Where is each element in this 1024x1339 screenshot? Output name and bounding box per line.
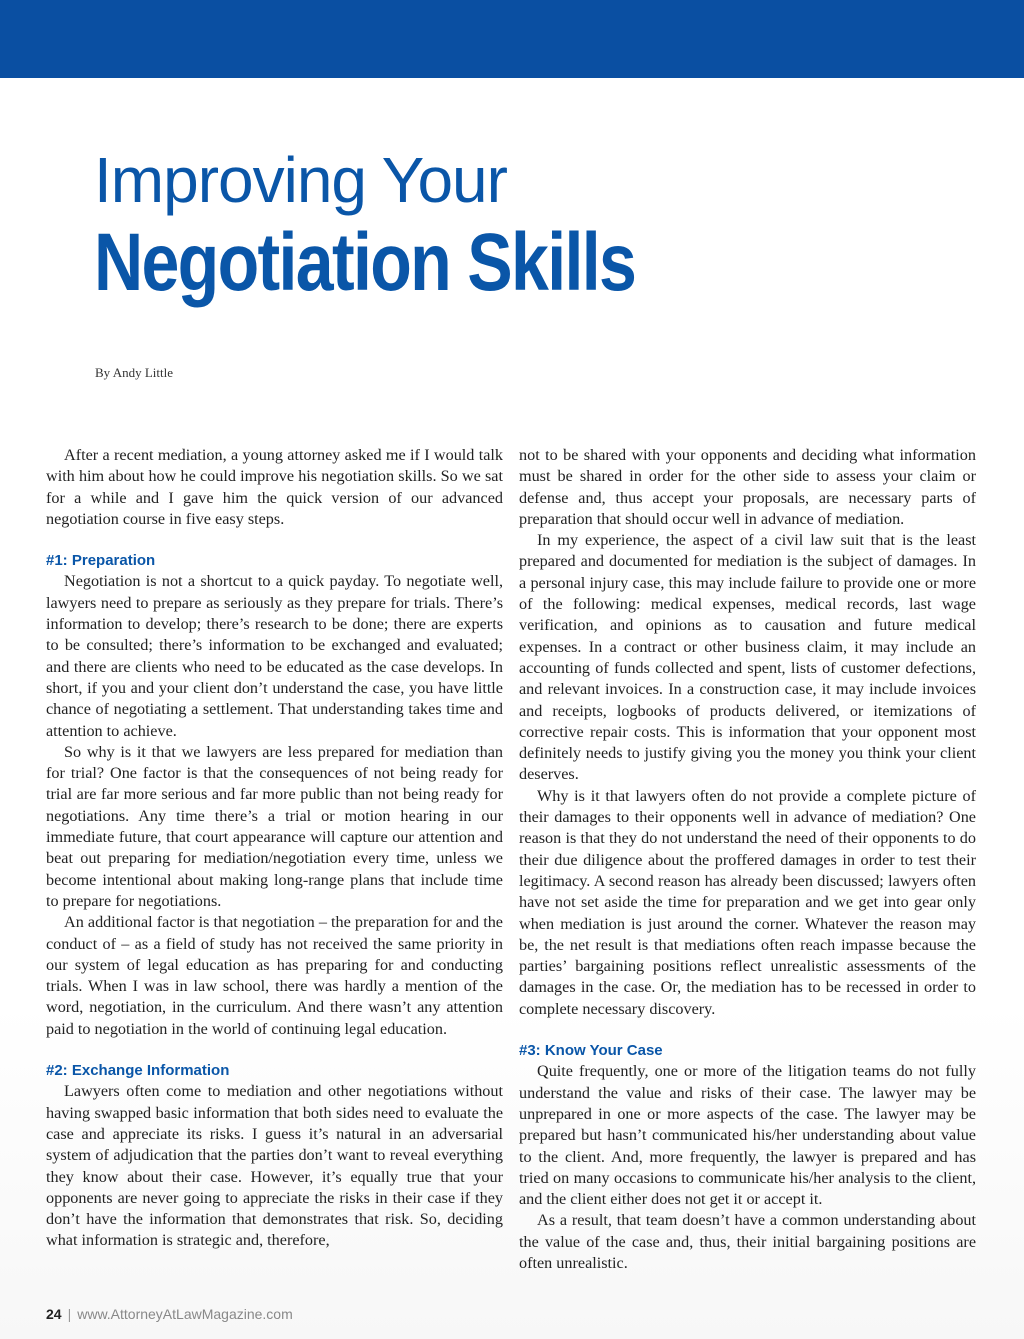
paragraph: As a result, that team doesn’t have a common understanding about the value of the case and, thus, their initial bargaining positions are often unrealistic. [519,1211,976,1272]
article-column-left [46,445,503,1252]
byline: By Andy Little [95,365,173,380]
paragraph-continued: not to be shared with your opponents and deciding what information must be shared in order for the other side to assess your claim or defense and, thus accept your proposals, are necessary parts of preparation that should occur well in advance of mediation. [519,446,976,528]
page-footer [46,1306,293,1322]
website-link[interactable]: www.AttorneyAtLawMagazine.com [77,1306,293,1322]
paragraph: In my experience, the aspect of a civil law suit that is the least prepared and documented for mediation is the subject of damages. In a personal injury case, this may include failure to provide one or more of the following: medical expenses, medical records, last wage verification, and opinions as to causation and future medical expenses. In a contract or other business claim, it may include an accounting of funds collected and spent, lists of customer defections, and relevant invoices. In a construction case, it may include invoices and receipts, logbooks of products delivered, or itemizations of corrective repair costs. This is information that your opponent most definitely needs to justify giving you the money you think your client deserves. [519,531,976,784]
paragraph: Why is it that lawyers often do not provide a complete picture of their damages to their opponents well in advance of mediation? One reason is that they do not understand the need of their opponents to do their due diligence about the proffered damages in order to test their legitimacy. A second reason has already been discussed; lawyers often have not set aside the time for preparation and we get into gear only when mediation is just around the corner. Whatever the reason may be, the net result is that mediations often reach impasse because the parties’ bargaining positions reflect unrealistic assessments of the damages in the case. Or, the mediation has to be recessed in order to complete necessary discovery. [519,786,976,1018]
page-number: 24 [46,1306,62,1322]
section-heading-preparation: #1: Preparation [46,552,156,570]
title-line-1: Improving Your [94,144,507,216]
paragraph: Lawyers often come to mediation and other negotiations without having swapped basic information that both sides need to evaluate the case and appreciate its risks. I guess it’s natural in an adversarial system of adjudication that the parties don’t want to reveal everything they know about their case. However, it’s equally true that your opponents are never going to appreciate the risks in their case if they don’t have the information that demonstrates that risk. So, deciding what information is strategic and, therefore, [46,1082,503,1250]
paragraph: Negotiation is not a shortcut to a quick payday. To negotiate well, lawyers need to prepare as seriously as they prepare for trials. There’s information to develop; there’s research to be done; there are experts to be consulted; there’s information to be exchanged and evaluated; and there are clients who need to be educated as the case develops. In short, if you and your client don’t understand the case, you have little chance of negotiating a settlement. That understanding takes time and attention to achieve. [46,572,503,740]
intro-paragraph: After a recent mediation, a young attorney asked me if I would talk with him about how he could improve his negotiation skills. So we sat for a while and I gave him the quick version of our advanced negotiation course in five easy steps. [46,446,503,528]
paragraph: So why is it that we lawyers are less prepared for mediation than for trial? One factor is that the consequences of not being ready for trial are far more serious and far more public than not being ready for negotiations. Any time there’s a trial or motion hearing in our immediate future, that court appearance will capture our attention and beat out preparing for mediation/negotiation every time, unless we become intentional about making long-range plans that include time to prepare for negotiations. [46,742,503,910]
footer-separator: | [67,1306,72,1322]
paragraph: An additional factor is that negotiation – the preparation for and the conduct of – as a field of study has not received the same priority in our system of legal education as has preparing for and conducting trials. When I was in law school, there was hardly a mention of the word, negotiation, in the curriculum. And there wasn’t any attention paid to negotiation in the world of continuing legal education. [46,913,503,1038]
paragraph: Quite frequently, one or more of the litigation teams do not fully understand the value and risks of their case. The lawyer may be unprepared in one or more aspects of the case. The lawyer may be prepared but hasn’t communicated his/her understanding about value to the client. And, more frequently, the lawyer is prepared and has tried on many occasions to communicate his/her analysis to the client, and the client either does not get it or accept it. [519,1062,976,1209]
section-heading-exchange-information: #2: Exchange Information [46,1062,230,1080]
section-heading-know-your-case: #3: Know Your Case [519,1042,663,1060]
article-column-right [519,445,976,1274]
header-band [0,0,1024,78]
title-line-2: Negotiation Skills [94,217,636,308]
